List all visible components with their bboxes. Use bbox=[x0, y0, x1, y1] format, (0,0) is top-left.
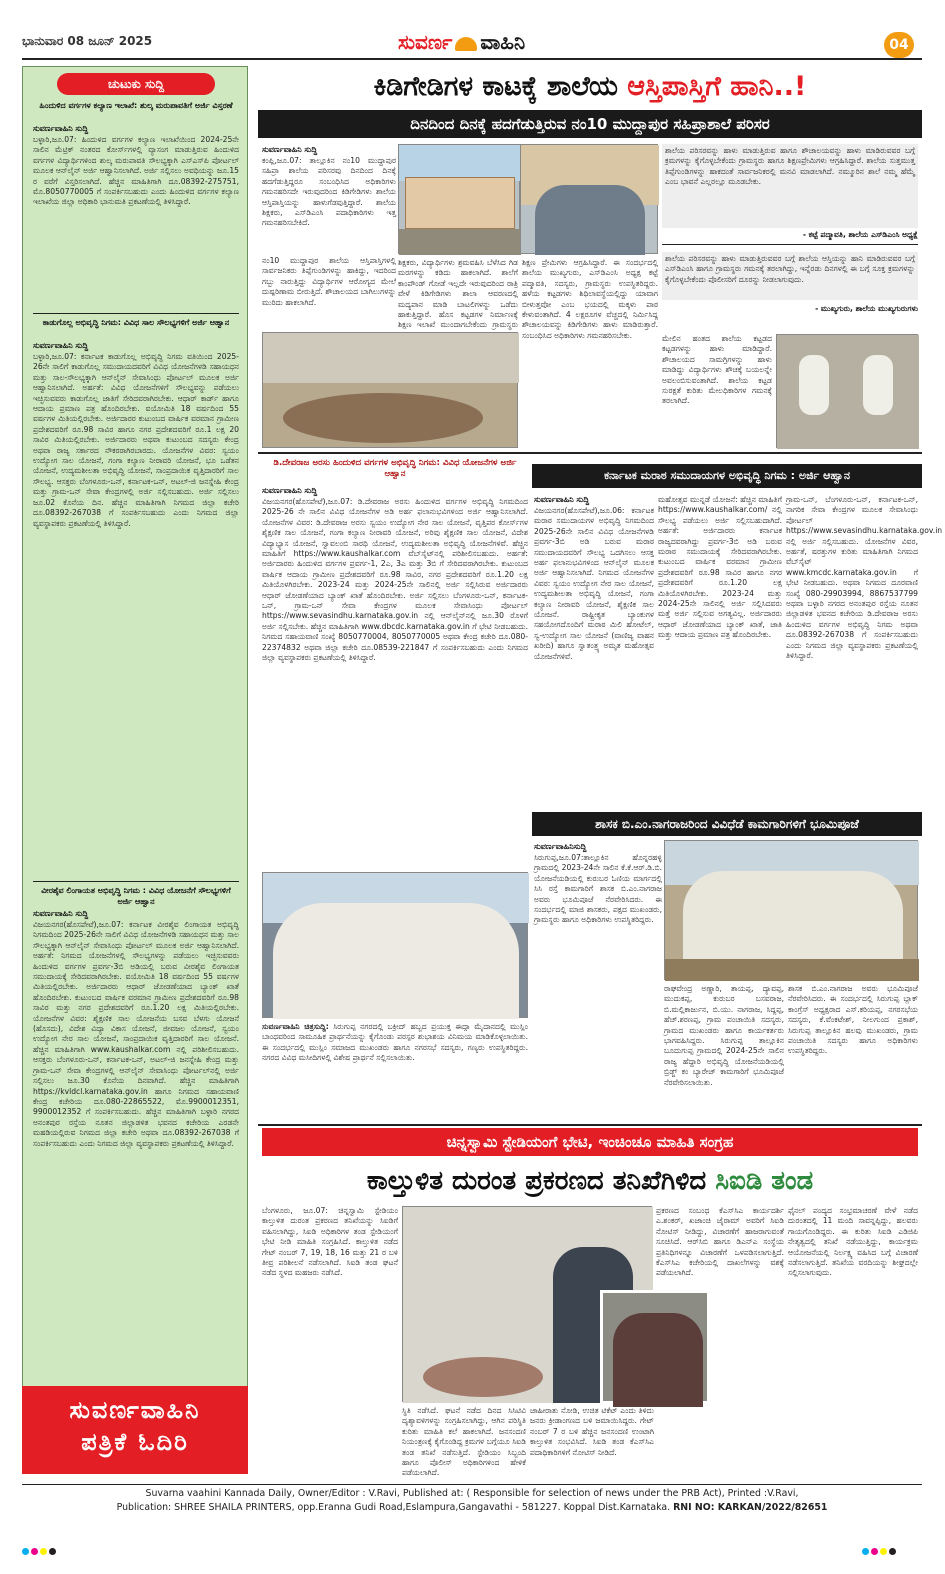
sidebar-headline-2: ಕಾಡುಗೊಲ್ಲ ಅಭಿವೃದ್ಧಿ ನಿಗಮ: ವಿವಿಧ ಸಾಲ ಸೌಲಭ್ಯಗಳಿಗೆ ಅರ್ಜಿ ಆಹ್ವಾನ bbox=[42, 318, 230, 327]
sidebar-body-1: ಬಳ್ಳಾರಿ,ಜೂ.07: ಹಿಂದುಳಿದ ವರ್ಗಗಳ ಕಲ್ಯಾಣ ಇಲಾಖೆಯಿಂದ 2024-25ನೇ ಸಾಲಿನ ಮೆಟ್ರಿಕ್ ನಂತರದ ಕೋರ್ಸ್‌ಗಳಲ್ಲಿ ವ್ಯಾಸಂಗ ಮಾಡುತ್ತಿರುವ ಹಿಂದುಳಿದ ವರ್ಗಗಳ ವಿದ್ಯಾರ್ಥಿಗಳಿಂದ ಶುಲ್ಕ ಮರುಪಾವತಿ ಸೌಲಭ್ಯಕ್ಕಾಗಿ ಎಸ್‌ಎಸ್‌ಪಿ ಪೋರ್ಟಲ್ ಮೂಲಕ ಆನ್‌ಲೈನ್ ಅರ್ಜಿ ಆಹ್ವಾನಿಸಲಾಗಿದೆ. ಅರ್ಜಿ ಸಲ್ಲಿಸಲು ಅವಧಿಯನ್ನು ಜೂ.15 ರ ವರೆಗೆ ವಿಸ್ತರಿಸಲಾಗಿದೆ. ಹೆಚ್ಚಿನ ಮಾಹಿತಿಗಾಗಿ ದೂ.08392-275751, ಮೊ.8050770005 ಗೆ ಸಂಪರ್ಕಿಸಬಹುದು ಎಂದು ಹಿಂದುಳಿದ ವರ್ಗಗಳ ಕಲ್ಯಾಣ ಇಲಾಖೆಯ ಜಿಲ್ಲಾ ಅಧಿಕಾರಿ ಭಾನುಮತಿ ಪ್ರಕಟಣೆಯಲ್ಲಿ ತಿಳಿಸಿದ್ದಾರೆ. bbox=[33, 135, 239, 207]
stadium-headline-part-1: ಕಾಲ್ತುಳಿತ ದುರಂತ ಪ್ರಕರಣದ ತನಿಖೆಗಿಳಿದ bbox=[366, 1166, 716, 1196]
photo-people bbox=[535, 185, 645, 255]
stadium-col-5: ಫೈನಲ್ ಪಂದ್ಯದ ಸಂಭ್ರಮಾಚರಣೆ ವೇಳೆ ನಡೆದ ದುರಂತದಲ್ಲಿ 11 ಮಂದಿ ಸಾವನ್ನಪ್ಪಿದ್ದು, ಹಲವರು ಗಾಯಗೊಂಡಿದ್ದರು. ಈ ಕುರಿತು ಸಿಐಡಿ ಎಡಿಜಿಪಿ ನೇತೃತ್ವದಲ್ಲಿ ತನಿಖೆ ನಡೆಯುತ್ತಿದ್ದು, ಕಾರ್ಯಕ್ರಮ ಆಯೋಜನೆಯಲ್ಲಿ ನಿರ್ಲಕ್ಷ್ಯ ವಹಿಸಿದ ಬಗ್ಗೆ ವಿಚಾರಣೆ ನಡೆಸಲಾಗುತ್ತಿದೆ. ತನಿಖೆಯ ವರದಿಯನ್ನು ಶೀಘ್ರದಲ್ಲೇ ಸಲ್ಲಿಸಲಾಗುವುದು. bbox=[788, 1206, 918, 1278]
sidebar-body-2: ಬಳ್ಳಾರಿ,ಜೂ.07: ಕರ್ನಾಟಕ ಕಾಡುಗೊಲ್ಲ ಅಭಿವೃದ್ಧಿ ನಿಗಮ ವತಿಯಿಂದ 2025-26ನೇ ಸಾಲಿಗೆ ಕಾಡುಗೊಲ್ಲ ಸಮುದಾಯದವರಿಗೆ ವಿವಿಧ ಯೋಜನೆಗಳಡಿ ಸಹಾಯಧನ ಮತ್ತು ಸಾಲ-ಸೌಲಭ್ಯಕ್ಕಾಗಿ ಆನ್‌ಲೈನ್ ಸೇವಾಸಿಂಧು ಪೋರ್ಟಲ್ ಮೂಲಕ ಅರ್ಜಿ ಆಹ್ವಾನಿಸಲಾಗಿದೆ. ಅರ್ಹತೆ: ವಿವಿಧ ಯೋಜನೆಗಳಿಗೆ ಸೌಲಭ್ಯವನ್ನು ಪಡೆಯಲು ಇಚ್ಛಿಸುವವರು ಕಾಡುಗೊಲ್ಲ ಜಾತಿಗೆ ಸೇರಿದವರಾಗಿರಬೇಕು. ಆಧಾರ್ ಕಾರ್ಡ್ ಹಾಗೂ ಆದಾಯ ಪ್ರಮಾಣ ಪತ್ರ ಹೊಂದಿರಬೇಕು. ವಯೋಮಿತಿ 18 ವರ್ಷದಿಂದ 55 ವರ್ಷಗಳ ಮಿತಿಯಲ್ಲಿರಬೇಕು. ಅರ್ಜಿದಾರರ ಕುಟುಂಬದ ವಾರ್ಷಿಕ ವರಮಾನ ಗ್ರಾಮೀಣ ಪ್ರದೇಶದವರಿಗೆ ರೂ.98 ಸಾವಿರ ಹಾಗೂ ನಗರ ಪ್ರದೇಶದವರಿಗೆ ರೂ.1 ಲಕ್ಷ 20 ಸಾವಿರ ಮಿತಿಯಲ್ಲಿರಬೇಕು. ಅರ್ಜಿದಾರರು ಅಥವಾ ಕುಟುಂಬದ ಸದಸ್ಯರು ಕೇಂದ್ರ ಅಥವಾ ರಾಜ್ಯ ಸರ್ಕಾರದ ನೌಕರರಾಗಿರಬಾರದು. ಯೋಜನೆಗಳ ವಿವರ: ಸ್ವಯಂ ಉದ್ಯೋಗ ಸಾಲ ಯೋಜನೆ, ಗಂಗಾ ಕಲ್ಯಾಣ ನೀರಾವರಿ ಯೋಜನೆ, ಭೂ ಒಡೆತನ ಯೋಜನೆ, ಉದ್ಯಮಶೀಲತಾ ಅಭಿವೃದ್ಧಿ ಯೋಜನೆ, ಸಾಂಪ್ರದಾಯಿಕ ವೃತ್ತಿದಾರರಿಗೆ ಸಾಲ ಸೌಲಭ್ಯ. ಆಸಕ್ತರು ಬೆಂಗಳೂರು-ಒನ್, ಕರ್ನಾಟಕ-ಒನ್, ಅಟಲ್-ಜಿ ಜನಸ್ನೇಹಿ ಕೇಂದ್ರ ಮತ್ತು ಗ್ರಾಮ-ಒನ್ ಸೇವಾ ಕೇಂದ್ರಗಳಲ್ಲಿ ಅರ್ಜಿ ಸಲ್ಲಿಸಬಹುದು. ಅರ್ಜಿ ಸಲ್ಲಿಸಲು ಜೂ.02 ಕೊನೆಯ ದಿನ. ಹೆಚ್ಚಿನ ಮಾಹಿತಿಗಾಗಿ ನಿಗಮದ ಜಿಲ್ಲಾ ಕಚೇರಿ ದೂ.08392-267038 ಗೆ ಸಂಪರ್ಕಿಸಬಹುದು ಎಂದು ನಿಗಮದ ಜಿಲ್ಲಾ ವ್ಯವಸ್ಥಾಪಕರು ಪ್ರಕಟಣೆಯಲ್ಲಿ ತಿಳಿಸಿದ್ದಾರೆ. bbox=[33, 352, 239, 528]
photo-people bbox=[273, 903, 519, 1019]
divider bbox=[33, 313, 239, 314]
photo-wall bbox=[263, 333, 519, 383]
black-dot bbox=[889, 1548, 896, 1555]
toilet-photo bbox=[776, 334, 918, 448]
magenta-dot bbox=[871, 1548, 878, 1555]
masthead-logo bbox=[398, 30, 525, 54]
quote-2-author: - ಮುಖ್ಯಗುರು, ಶಾಲೆಯ ಮುಖ್ಯಗುರುಗಳು bbox=[815, 304, 918, 313]
lead-headline bbox=[258, 66, 922, 108]
sidebar-headline-3: ವೀರಶೈವ ಲಿಂಗಾಯತ ಅಭಿವೃದ್ಧಿ ನಿಗಮ : ವಿವಿಧ ಯೋಜನೆಗೆ ಸೌಲಭ್ಯಗಳಿಗೆ ಅರ್ಜಿ ಆಹ್ವಾನ bbox=[41, 886, 231, 906]
bhoomi-headline: ಶಾಸಕ ಬಿ.ಎಂ.ನಾಗರಾಜರಿಂದ ವಿವಿಧೆಡೆ ಕಾಮಗಾರಿಗಳಿಗೆ ಭೂಮಿಪೂಜೆ bbox=[532, 812, 922, 836]
photo-sky bbox=[399, 145, 521, 181]
divider bbox=[258, 1124, 922, 1126]
lead-headline-part-2: ಆಸ್ತಿಪಾಸ್ತಿಗೆ ಹಾನಿ..! bbox=[627, 71, 807, 102]
stadium-kicker: ಚಿನ್ನಸ್ವಾಮಿ ಸ್ಟೇಡಿಯಂಗೆ ಭೇಟಿ, ಇಂಚಿಂಚೂ ಮಾಹಿತಿ ಸಂಗ್ರಹ bbox=[262, 1128, 918, 1156]
devaraj-credit: ಸುವರ್ಣವಾಹಿನಿ ಸುದ್ದಿ bbox=[262, 486, 318, 495]
sidebar-credit-2: ಸುವರ್ಣವಾಹಿನಿ ಸುದ್ದಿ bbox=[33, 341, 89, 350]
maratha-headline: ಕರ್ನಾಟಕ ಮರಾಠ ಸಮುದಾಯಗಳ ಅಭಿವೃದ್ಧಿ ನಿಗಮ : ಅರ್ಜಿ ಆಹ್ವಾನ bbox=[532, 464, 922, 488]
people-photo bbox=[520, 144, 658, 254]
lead-headline-part-1: ಕಿಡಿಗೇಡಿಗಳ ಕಾಟಕ್ಕೆ ಶಾಲೆಯ bbox=[373, 71, 628, 102]
photo-debris bbox=[283, 393, 483, 443]
imprint-line-1: Suvarna vaahini Kannada Daily, Owner/Editor : V.Ravi, Published at: ( Responsible for selection of news under the PRB Act), Printed :V.Ravi, bbox=[145, 1488, 799, 1499]
lead-col-1b: ನಂ10 ಮುದ್ದಾಪುರ ಶಾಲೆಯ ಆಸ್ತಿಪಾಸ್ತಿಗಳಲ್ಲಿ ಸಾರ್ವಜನಿಕರು ತಿಪ್ಪೆಗುಂಡಿಗಳನ್ನು ಹಾಕಿದ್ದು, ಇದರಿಂದ ಗಬ್ಬು ನಾರುತ್ತಿದ್ದು ವಿದ್ಯಾರ್ಥಿಗಳ ಆರೋಗ್ಯದ ಮೇಲೆ ದುಷ್ಪರಿಣಾಮ ಬೀರುತ್ತಿದೆ. ಶೌಚಾಲಯದ ಬಾಗಿಲುಗಳನ್ನು ಮುರಿದು ಹಾಕಲಾಗಿದೆ. bbox=[262, 256, 396, 307]
lead-subhead: ದಿನದಿಂದ ದಿನಕ್ಕೆ ಹದಗೆಡುತ್ತಿರುವ ನಂ10 ಮುದ್ದಾಪುರ ಸಹಿಪ್ರಾಶಾಲೆ ಪರಿಸರ bbox=[258, 110, 922, 138]
bhoomi-col-1: ಸಿರುಗುಪ್ಪ,ಜೂ.07:ತಾಲ್ಲೂಕಿನ ಹೊನ್ನರಹಳ್ಳಿ ಗ್ರಾಮದಲ್ಲಿ 2023-24ನೇ ಸಾಲಿನ ಕೆ.ಕೆ.ಆರ್.ಡಿ.ಬಿ. ಯೋಜನೆಯಡಿಯಲ್ಲಿ ಕುರುಬರ ಓಣಿಯ ಮಾರ್ಗದಲ್ಲಿ ಸಿಸಿ ರಸ್ತೆ ಕಾಮಗಾರಿಗೆ ಶಾಸಕ ಬಿ.ಎಂ.ನಾಗರಾಜ ಅವರು ಭೂಮಿಪೂಜೆ ನೆರವೇರಿಸಿದರು. ಈ ಸಂದರ್ಭದಲ್ಲಿ ಮಾಜಿ ಶಾಸಕರು, ಪಕ್ಷದ ಮುಖಂಡರು, ಗ್ರಾಮಸ್ಥರು ಹಾಗೂ ಅಧಿಕಾರಿಗಳು ಉಪಸ್ಥಿತರಿದ್ದರು. bbox=[534, 853, 662, 925]
stadium-col-1: ಬೆಂಗಳೂರು, ಜೂ.07: ಚಿನ್ನಸ್ವಾಮಿ ಸ್ಟೇಡಿಯಂ ಕಾಲ್ತುಳಿತ ದುರಂತ ಪ್ರಕರಣದ ತನಿಖೆಯನ್ನು ಸಿಐಡಿಗೆ ವಹಿಸಲಾಗಿದ್ದು, ಸಿಐಡಿ ಅಧಿಕಾರಿಗಳ ತಂಡ ಸ್ಟೇಡಿಯಂಗೆ ಭೇಟಿ ನೀಡಿ ಮಾಹಿತಿ ಸಂಗ್ರಹಿಸಿದೆ. ಕಾಲ್ತುಳಿತ ನಡೆದ ಗೇಟ್ ನಂಬರ್ 7, 19, 18, 16 ಮತ್ತು 21 ರ ಬಳಿ ತೀವ್ರ ಪರಿಶೀಲನೆ ನಡೆಸಲಾಗಿದೆ. ಸಿಐಡಿ ತಂಡ ಘಟನೆ ನಡೆದ ಸ್ಥಳದ ಮಹಜರು ನಡೆಸಿದೆ. bbox=[262, 1206, 398, 1278]
school-building-photo bbox=[398, 144, 520, 254]
eid-caption bbox=[262, 1022, 528, 1120]
photo-building bbox=[405, 177, 515, 229]
lead-col-4: ಮೇಲಿನ ಹಂತದ ಶಾಲೆಯ ಕಟ್ಟಡದ ಕಟ್ಟಡಗಳನ್ನು ಹಾಳು ಮಾಡಿದ್ದಾರೆ. ಶೌಚಾಲಯದ ಸಾಮಗ್ರಿಗಳನ್ನು ಹಾಳು ಮಾಡಿದ್ದು ವಿದ್ಯಾರ್ಥಿಗಳು ಶೌಚಕ್ಕೆ ಬಯಲನ್ನೇ ಅವಲಂಬಿಸುವಂತಾಗಿದೆ. ಶಾಲೆಯ ಕಟ್ಟಡ ಸುರಕ್ಷತೆ ಕುರಿತು ಮೇಲಧಿಕಾರಿಗಳ ಗಮನಕ್ಕೆ ತರಲಾಗಿದೆ. bbox=[662, 334, 772, 406]
lead-col-3: ಶಿಕ್ಷಣ ಪ್ರೇಮಿಗಳು ಆಗ್ರಹಿಸಿದ್ದಾರೆ. ಈ ಸಂದರ್ಭದಲ್ಲಿ ಶಾಲೆಯ ಮುಖ್ಯಗುರು, ಎಸ್‌ಡಿಎಂಸಿ ಅಧ್ಯಕ್ಷ ಕಟ್ಟೆ ಪದ್ಮಾವತಿ, ಸದಸ್ಯರು, ಗ್ರಾಮಸ್ಥರು ಉಪಸ್ಥಿತರಿದ್ದರು. ಹಳೆಯ ಕಟ್ಟಡಗಳು ಶಿಥಿಲಾವಸ್ಥೆಯಲ್ಲಿದ್ದು ಯಾವಾಗ ಬೀಳುತ್ತವೋ ಎಂಬ ಭಯದಲ್ಲಿ ಮಕ್ಕಳು ಪಾಠ ಕೇಳುವಂತಾಗಿದೆ. 4 ಲಕ್ಷರೂಗಳ ವೆಚ್ಚದಲ್ಲಿ ನಿರ್ಮಿಸಿದ್ದ ಶೌಚಾಲಯವನ್ನು ಕಿಡಿಗೇಡಿಗಳು ಹಾಳು ಮಾಡಿರುತ್ತಾರೆ. ಸಂಬಂಧಿಸಿದ ಅಧಿಕಾರಿಗಳು ಗಮನಹರಿಸಬೇಕು. bbox=[522, 258, 658, 340]
bhoomi-pooja-photo bbox=[664, 840, 918, 980]
logo-sun-icon bbox=[455, 37, 477, 51]
maratha-credit: ಸುವರ್ಣವಾಹಿನಿ ಸುದ್ದಿ bbox=[534, 495, 590, 504]
sidebar bbox=[22, 66, 248, 1450]
garbage-photo bbox=[262, 332, 518, 448]
eid-prayer-photo bbox=[262, 872, 528, 1018]
quote-2: ಶಾಲೆಯ ಪರಿಸರವನ್ನು ಹಾಳು ಮಾಡುತ್ತಿರುವವರ ಬಗ್ಗೆ ಶಾಲೆಯ ಆಸ್ತಿಯನ್ನು ಹಾನಿ ಮಾಡಿರುವವರ ಬಗ್ಗೆ ಎಸ್‌ಡಿಎಂಸಿ ಹಾಗೂ ಗ್ರಾಮಸ್ಥರು ಗಮನಕ್ಕೆ ತರಲಾಗಿದ್ದು, ಇನ್ನೆರಡು ದಿನಗಳಲ್ಲಿ ಈ ಬಗ್ಗೆ ಸೂಕ್ತ ಕ್ರಮಗಳನ್ನು ಕೈಗೊಳ್ಳಬೇಕೆಂದು ಪೊಲೀಸರಿಗೆ ದೂರನ್ನು ನೀಡಲಾಗುವುದು. bbox=[662, 252, 918, 300]
photo-debris bbox=[423, 1357, 543, 1397]
devaraj-body: ವಿಜಯನಗರ(ಹೊಸಪೇಟೆ),ಜೂ.07: ಡಿ.ದೇವರಾಜ ಅರಸು ಹಿಂದುಳಿದ ವರ್ಗಗಳ ಅಭಿವೃದ್ಧಿ ನಿಗಮದಿಂದ 2025-26 ನೇ ಸಾಲಿನ ವಿವಿಧ ಯೋಜನೆಗಳ ಅಡಿ ಅರ್ಹ ಫಲಾನುಭವಿಗಳಿಂದ ಅರ್ಜಿ ಆಹ್ವಾನಿಸಲಾಗಿದೆ. ಯೋಜನೆಗಳ ವಿವರ: ಡಿ.ದೇವರಾಜ ಅರಸು ಸ್ವಯಂ ಉದ್ಯೋಗ ನೇರ ಸಾಲ ಯೋಜನೆ, ವೃತ್ತಿಪರ ಕೋರ್ಸ್‌ಗಳ ಶೈಕ್ಷಣಿಕ ಸಾಲ ಯೋಜನೆ, ಗಂಗಾ ಕಲ್ಯಾಣ ನೀರಾವರಿ ಯೋಜನೆ, ಅರಿವು ಶೈಕ್ಷಣಿಕ ಸಾಲ ಯೋಜನೆ, ವಿದೇಶ ವಿದ್ಯಾಭ್ಯಾಸ ಯೋಜನೆ, ಸ್ವಾವಲಂಬಿ ಸಾರಥಿ ಯೋಜನೆ, ಉದ್ಯಮಶೀಲತಾ ಅಭಿವೃದ್ಧಿ ಯೋಜನೆಗಳಿವೆ. ಹೆಚ್ಚಿನ ಮಾಹಿತಿಗೆ https://www.kaushalkar.com ವೆಬ್‌ಸೈಟ್‌ನಲ್ಲಿ ಪರಿಶೀಲಿಸಬಹುದು. ಅರ್ಹತೆ: ಅರ್ಜಿದಾರರು ಹಿಂದುಳಿದ ವರ್ಗಗಳ ಪ್ರವರ್ಗ-1, 2ಎ, 3ಎ ಮತ್ತು 3ಬಿ ಗೆ ಸೇರಿದವರಾಗಿರಬೇಕು. ಕುಟುಂಬದ ವಾರ್ಷಿಕ ಆದಾಯ ಗ್ರಾಮೀಣ ಪ್ರದೇಶದವರಿಗೆ ರೂ.98 ಸಾವಿರ, ನಗರ ಪ್ರದೇಶದವರಿಗೆ ರೂ.1.20 ಲಕ್ಷ ಮಿತಿಯೊಳಗಿರಬೇಕು. 2023-24 ಮತ್ತು 2024-25ನೇ ಸಾಲಿನಲ್ಲಿ ಅರ್ಜಿ ಸಲ್ಲಿಸಿರುವ ಅರ್ಜಿದಾರರು ಆಧಾರ್ ಜೋಡಣೆಯಾದ ಬ್ಯಾಂಕ್ ಖಾತೆ ಹೊಂದಿರಬೇಕು. ಅರ್ಜಿ ಸಲ್ಲಿಸಲು ಬೆಂಗಳೂರು-ಒನ್, ಕರ್ನಾಟಕ-ಒನ್, ಗ್ರಾಮ-ಒನ್ ಸೇವಾ ಕೇಂದ್ರಗಳ ಮೂಲಕ ಸೇವಾಸಿಂಧು ಪೋರ್ಟಲ್ https://www.sevasindhu.karnataka.gov.in ನಲ್ಲಿ ಆನ್‌ಲೈನ್‌ನಲ್ಲಿ ಜೂ.30 ರೊಳಗೆ ಅರ್ಜಿ ಸಲ್ಲಿಸಬೇಕು. ಹೆಚ್ಚಿನ ಮಾಹಿತಿಗಾಗಿ www.dbcdc.karnataka.gov.in ಗೆ ಭೇಟಿ ನೀಡಬಹುದು. ನಿಗಮದ ಸಹಾಯವಾಣಿ ಸಂಖ್ಯೆ 8050770004, 8050770005 ಅಥವಾ ಕೇಂದ್ರ ಕಚೇರಿ ದೂ.080-22374832 ಅಥವಾ ಜಿಲ್ಲಾ ಕಚೇರಿ ದೂ.08539-221847 ಗೆ ಸಂಪರ್ಕಿಸಬಹುದು ಎಂದು ನಿಗಮದ ಜಿಲ್ಲಾ ವ್ಯವಸ್ಥಾಪಕರು ಪ್ರಕಟಣೆಯಲ್ಲಿ ತಿಳಿಸಿದ್ದಾರೆ. bbox=[262, 497, 528, 663]
registration-marks bbox=[862, 1540, 922, 1552]
masthead-date: ಭಾನುವಾರ 08 ಜೂನ್ 2025 bbox=[22, 34, 153, 48]
photo-ground bbox=[399, 229, 521, 255]
registration-marks bbox=[22, 1540, 922, 1552]
imprint-address: Publication: SHREE SHAILA PRINTERS, opp.Eranna Gudi Road,Eslampura,Gangavathi - 581227. Koppal Dist.Karnataka. bbox=[116, 1502, 671, 1513]
masthead bbox=[0, 0, 945, 58]
masthead-rule bbox=[22, 58, 922, 60]
divider bbox=[33, 881, 239, 882]
divider bbox=[662, 244, 918, 245]
ad-line-1: ಸುವರ್ಣವಾಹಿನಿ bbox=[69, 1396, 201, 1424]
sidebar-credit-3: ಸುವರ್ಣವಾಹಿನಿ ಸುದ್ದಿ bbox=[33, 909, 89, 918]
yellow-dot bbox=[40, 1548, 47, 1555]
lead-col-2: ಶಿಕ್ಷಕರು, ವಿದ್ಯಾರ್ಥಿಗಳು ಶ್ರಮವಹಿಸಿ ಬೆಳೆಸಿದ ಗಿಡ ಮರಗಳನ್ನು ಕಡಿದು ಹಾಕಲಾಗಿದೆ. ಶಾಲೆಗೆ ಕಾಂಪೌಂಡ್ ಗೋಡೆ ಇಲ್ಲದೇ ಇರುವುದರಿಂದ ರಾತ್ರಿ ವೇಳೆ ಕಿಡಿಗೇಡಿಗಳು ಶಾಲಾ ಆವರಣದಲ್ಲಿ ಮದ್ಯಪಾನ ಮಾಡಿ ಬಾಟಲಿಗಳನ್ನು ಒಡೆದು ಹಾಕುತ್ತಿದ್ದಾರೆ. ಹೊಸ ಕಟ್ಟಡಗಳ ನಿರ್ಮಾಣಕ್ಕೆ ಶಿಕ್ಷಣ ಇಲಾಖೆ ಮುಂದಾಗಬೇಕೆಂದು ಗ್ರಾಮಸ್ಥರು bbox=[398, 258, 518, 330]
logo-left: ಸುವರ್ಣ bbox=[398, 30, 453, 54]
eid-caption-text: ಸಿರುಗುಪ್ಪ ನಗರದಲ್ಲಿ ಬಕ್ರೀದ್ ಹಬ್ಬದ ಪ್ರಯುಕ್ತ ಈದ್ಗಾ ಮೈದಾನದಲ್ಲಿ ಮುಸ್ಲಿಂ ಬಾಂಧವರಿಂದ ಸಾಮೂಹಿಕ ಪ್ರಾರ್ಥನೆಯನ್ನು ಕೈಗೊಂಡು ಪರಸ್ಪರ ಶುಭಾಶಯ ವಿನಿಮಯ ಮಾಡಿಕೊಳ್ಳಲಾಯಿತು. ಈ ಸಂದರ್ಭದಲ್ಲಿ ಮುಸ್ಲಿಂ ಸಮಾಜದ ಮುಖಂಡರು ಹಾಗೂ ನಗರಸಭೆ ಸದಸ್ಯರು, ಗಣ್ಯರು ಉಪಸ್ಥಿತರಿದ್ದರು. ನಗರದ ವಿವಿಧ ಮಸೀದಿಗಳಲ್ಲಿ ವಿಶೇಷ ಪ್ರಾರ್ಥನೆ ಸಲ್ಲಿಸಲಾಯಿತು. bbox=[262, 1022, 529, 1063]
stadium-headline-part-2: ಸಿಐಡಿ ತಂಡ bbox=[715, 1166, 814, 1196]
devaraj-headline: ಡಿ.ದೇವರಾಜ ಅರಸು ಹಿಂದುಳಿದ ವರ್ಗಗಳ ಅಭಿವೃದ್ಧಿ ನಿಗಮ: ವಿವಿಧ ಯೋಜನೆಗಳ ಅರ್ಜಿ ಆಹ್ವಾನ bbox=[273, 458, 517, 479]
stadium-col-3: ಜಾಹೀರಾತು ನೋಡಿ, ಉಚಿತ ಟಿಕೆಟ್ ಎಂದು ತಿಳಿದು ಜನರು ಕ್ರೀಡಾಂಗಣದ ಬಳಿ ಜಮಾಯಿಸಿದ್ದರು. ಗೇಟ್ ನಂಬರ್ 7 ರ ಬಳಿ ಹೆಚ್ಚಿನ ಜನಸಂದಣಿ ಉಂಟಾಗಿ ಕಾಲ್ತುಳಿತ ಸಂಭವಿಸಿದೆ. ಸಿಐಡಿ ತಂಡ ಕೆಎಸ್‌ಸಿಎ ಪದಾಧಿಕಾರಿಗಳಿಗೆ ನೋಟಿಸ್ ನೀಡಿದೆ. bbox=[530, 1406, 654, 1457]
cyan-dot bbox=[22, 1548, 29, 1555]
maratha-col-2: ಮಹೋತ್ಸವ ಮುನ್ನಡೆ ಯೋಜನೆ: ಹೆಚ್ಚಿನ ಮಾಹಿತಿಗೆ https://www.kaushalkar.com/ ನಲ್ಲಿ ಸೌಲಭ್ಯ ಪಡೆಯಲು ಅರ್ಜಿ ಸಲ್ಲಿಸಬಹುದಾಗಿದೆ. ಅರ್ಹತೆ: ಅರ್ಜಿದಾರರು ಕರ್ನಾಟಕ ರಾಜ್ಯದವರಾಗಿದ್ದು ಪ್ರವರ್ಗ-3ಬಿ ಅಡಿ ಬರುವ ಮರಾಠ ಸಮುದಾಯಕ್ಕೆ ಸೇರಿದವರಾಗಿರಬೇಕು. ಕುಟುಂಬದ ವಾರ್ಷಿಕ ವರಮಾನ ಗ್ರಾಮೀಣ ಪ್ರದೇಶದವರಿಗೆ ರೂ.98 ಸಾವಿರ ಹಾಗೂ ನಗರ ಪ್ರದೇಶದವರಿಗೆ ರೂ.1.20 ಲಕ್ಷ ಮಿತಿಯೊಳಗಿರಬೇಕು. 2023-24 ಮತ್ತು 2024-25ನೇ ಸಾಲಿನಲ್ಲಿ ಅರ್ಜಿ ಸಲ್ಲಿಸಿದವರು ಮತ್ತೆ ಅರ್ಜಿ ಸಲ್ಲಿಸುವ ಅಗತ್ಯವಿಲ್ಲ. ಅರ್ಜಿದಾರರು ಆಧಾರ್ ಜೋಡಣೆಯಾದ ಬ್ಯಾಂಕ್ ಖಾತೆ, ಜಾತಿ ಮತ್ತು ಆದಾಯ ಪ್ರಮಾಣ ಪತ್ರ ಹೊಂದಿರಬೇಕು. bbox=[658, 495, 782, 640]
stadium-headline bbox=[262, 1160, 918, 1202]
sidebar-badge: ಚುಟುಕು ಸುದ್ದಿ bbox=[57, 73, 215, 95]
maratha-col-3: ಗ್ರಾಮ-ಒನ್, ಬೆಂಗಳೂರು-ಒನ್, ಕರ್ನಾಟಕ-ಒನ್, ನಾಗರಿಕ ಸೇವಾ ಕೇಂದ್ರಗಳ ಮೂಲಕ ಸೇವಾಸಿಂಧು ಪೋರ್ಟಲ್ https://www.sevasindhu.karnataka.gov.in ನಲ್ಲಿ ಅರ್ಜಿ ಸಲ್ಲಿಸಬಹುದು. ಯೋಜನೆಗಳ ವಿವರ, ಅರ್ಹತೆ, ಷರತ್ತುಗಳ ಕುರಿತು ಮಾಹಿತಿಗಾಗಿ ನಿಗಮದ ವೆಬ್‌ಸೈಟ್ www.kmcdc.karnataka.gov.in ಗೆ ಭೇಟಿ ನೀಡಬಹುದು. ಅಥವಾ ನಿಗಮದ ದೂರವಾಣಿ ಸಂಖ್ಯೆ 080-29903994, 8867537799 ಅಥವಾ ಬಳ್ಳಾರಿ ನಗರದ ಅನಂತಪುರ ರಸ್ತೆಯ ನೂತನ ಜಿಲ್ಲಾಡಳಿತ ಭವನದ ಕಚೇರಿಯ ಡಿ.ದೇವರಾಜ ಅರಸು ಹಿಂದುಳಿದ ವರ್ಗಗಳ ಅಭಿವೃದ್ಧಿ ನಿಗಮ ಅಥವಾ ದೂ.08392-267038 ಗೆ ಸಂಪರ್ಕಿಸಬಹುದು ಎಂದು ನಿಗಮದ ಜಿಲ್ಲಾ ವ್ಯವಸ್ಥಾಪಕರು ಪ್ರಕಟಣೆಯಲ್ಲಿ ತಿಳಿಸಿದ್ದಾರೆ. bbox=[786, 495, 943, 661]
yellow-dot bbox=[880, 1548, 887, 1555]
read-paper-ad bbox=[22, 1386, 248, 1474]
sidebar-body-3: ವಿಜಯನಗರ(ಹೊಸಪೇಟೆ),ಜೂ.07: ಕರ್ನಾಟಕ ವೀರಶೈವ ಲಿಂಗಾಯತ ಅಭಿವೃದ್ಧಿ ನಿಗಮದಿಂದ 2025-26ನೇ ಸಾಲಿಗೆ ವಿವಿಧ ಯೋಜನೆಗಳಡಿ ಸಹಾಯಧನ ಮತ್ತು ಸಾಲ ಸೌಲಭ್ಯಕ್ಕಾಗಿ ಆನ್‌ಲೈನ್ ಸೇವಾಸಿಂಧು ಪೋರ್ಟಲ್ ಮೂಲಕ ಅರ್ಜಿ ಆಹ್ವಾನಿಸಲಾಗಿದೆ. ಅರ್ಹತೆ: ನಿಗಮದ ಯೋಜನೆಗಳಲ್ಲಿ ಸೌಲಭ್ಯಗಳನ್ನು ಪಡೆಯಲು ಇಚ್ಛಿಸುವವರು ಹಿಂದುಳಿದ ವರ್ಗಗಳ ಪ್ರವರ್ಗ-3ಬಿ ಅಡಿಯಲ್ಲಿ ಬರುವ ವೀರಶೈವ ಲಿಂಗಾಯತ ಸಮುದಾಯಕ್ಕೆ ಸೇರಿದವರಾಗಿರಬೇಕು. ವಯೋಮಿತಿ 18 ವರ್ಷದಿಂದ 55 ವರ್ಷಗಳ ಮಿತಿಯಲ್ಲಿರಬೇಕು. ಅರ್ಜಿದಾರರು ಆಧಾರ್ ಜೋಡಣೆಯಾದ ಬ್ಯಾಂಕ್ ಖಾತೆ ಹೊಂದಿರಬೇಕು. ಕುಟುಂಬದ ವಾರ್ಷಿಕ ವರಮಾನ ಗ್ರಾಮೀಣ ಪ್ರದೇಶದವರಿಗೆ ರೂ.98 ಸಾವಿರ ಮತ್ತು ನಗರ ಪ್ರದೇಶದವರಿಗೆ ರೂ.1.20 ಲಕ್ಷ ಮಿತಿಯಲ್ಲಿರಬೇಕು. ಯೋಜನೆಗಳ ವಿವರ: ಶೈಕ್ಷಣಿಕ ಸಾಲ ಯೋಜನೆಯ ಬಸವ ಬೆಳಗು ಯೋಜನೆ (ಹೊಸದು), ವಿದೇಶ ವಿದ್ಯಾ ವಿಕಾಸ ಯೋಜನೆ, ಜೀವಜಲ ಯೋಜನೆ, ಸ್ವಯಂ ಉದ್ಯೋಗ ನೇರ ಸಾಲ ಯೋಜನೆ, ಸಾಂಪ್ರದಾಯಿಕ ವೃತ್ತಿದಾರರಿಗೆ ಸಾಲ ಯೋಜನೆ. ಹೆಚ್ಚಿನ ಮಾಹಿತಿಗಾಗಿ www.kaushalkar.com ನಲ್ಲಿ ಪರಿಶೀಲಿಸಬಹುದು. ಆಸಕ್ತರು ಬೆಂಗಳೂರು-ಒನ್, ಕರ್ನಾಟಕ-ಒನ್, ಅಟಲ್-ಜಿ ಜನಸ್ನೇಹಿ ಕೇಂದ್ರ ಮತ್ತು ಗ್ರಾಮ-ಒನ್ ಸೇವಾ ಕೇಂದ್ರಗಳಲ್ಲಿ ಆನ್‌ಲೈನ್ ಸೇವಾಸಿಂಧು ಪೋರ್ಟಲ್‌ನಲ್ಲಿ ಅರ್ಜಿ ಸಲ್ಲಿಸಲು ಜೂ.30 ಕೊನೆಯ ದಿನವಾಗಿದೆ. ಹೆಚ್ಚಿನ ಮಾಹಿತಿಗಾಗಿ https://kvldcl.karnataka.gov.in ಹಾಗೂ ನಿಗಮದ ಸಹಾಯವಾಣಿ ಕೇಂದ್ರ ಕಚೇರಿಯ ದೂ.080-22865522, ಮೊ.9900012351, 9900012352 ಗೆ ಸಂಪರ್ಕಿಸಬಹುದು. ಹೆಚ್ಚಿನ ಮಾಹಿತಿಗಾಗಿ ಬಳ್ಳಾರಿ ನಗರದ ಅನಂತಪುರ ರಸ್ತೆಯ ನೂತನ ಜಿಲ್ಲಾಡಳಿತ ಭವನದ ಕಚೇರಿಯ ಎರಡನೇ ಮಹಡಿಯಲ್ಲಿರುವ ನಿಗಮದ ಜಿಲ್ಲಾ ಕಚೇರಿ ಅಥವಾ ದೂ.08392-267038 ಗೆ ಸಂಪರ್ಕಿಸಬಹುದು ಎಂದು ನಿಗಮದ ಜಿಲ್ಲಾ ವ್ಯವಸ್ಥಾಪಕರು ಪ್ರಕಟಣೆಯಲ್ಲಿ ತಿಳಿಸಿದ್ದಾರೆ. bbox=[33, 920, 239, 1148]
bhoomi-col-2: ರಾಘವೇಂದ್ರ ಅಣ್ಣಾರಿ, ತಾಯಪ್ಪ, ದ್ಯಾವಪ್ಪ, ಮುದುಕಪ್ಪ, ಕುರುಬರ ಬಸವರಾಜ, ಬಿ.ಮಲ್ಲಿಕಾರ್ಜುನ, ಬಿ.ಯು. ನಾಗರಾಜ, ಸಿದ್ದಪ್ಪ, ಹೆಚ್.ಶರಣಪ್ಪ, ಗ್ರಾಮ ಪಂಚಾಯಿತಿ ಸದಸ್ಯರು, ಗ್ರಾಮದ ಮುಖಂಡರು ಹಾಗೂ ಕಾರ್ಯಕರ್ತರು ಭಾಗವಹಿಸಿದ್ದರು. ಸಿರುಗುಪ್ಪ ತಾಲ್ಲೂಕಿನ ಬೂದುಗುಪ್ಪ ಗ್ರಾಮದಲ್ಲಿ 2024-25ನೇ ಸಾಲಿನ ರಾಜ್ಯ ಹೆದ್ದಾರಿ ಅಭಿವೃದ್ಧಿ ಯೋಜನೆಯಡಿಯಲ್ಲಿ ಬ್ರಿಡ್ಜ್ ಕಂ ಬ್ಯಾರೇಜ್ ಕಾಮಗಾರಿಗೆ ಭೂಮಿಪೂಜೆ ನೆರವೇರಿಸಲಾಯಿತು. bbox=[664, 984, 784, 1087]
sidebar-headline-1: ಹಿಂದುಳಿದ ವರ್ಗಗಳ ಕಲ್ಯಾಣ ಇಲಾಖೆ: ಶುಲ್ಕ ಮರುಪಾವತಿಗೆ ಅರ್ಜಿ ವಿಸ್ತರಣೆ bbox=[39, 101, 233, 110]
bhoomi-credit: ಸುವರ್ಣವಾಹಿನಿಸುದ್ದಿ bbox=[534, 842, 587, 851]
divider bbox=[258, 452, 922, 454]
stadium-col-4: ಪ್ರಕರಣದ ಸಂಬಂಧ ಕೆಎಸ್‌ಸಿಎ ಕಾರ್ಯದರ್ಶಿ ಎ.ಶಂಕರ್, ಖಜಾಂಚಿ ಜೈರಾಮ್ ಅವರಿಗೆ ಸಿಐಡಿ ನೋಟಿಸ್ ನೀಡಿದ್ದು, ವಿಚಾರಣೆಗೆ ಹಾಜರಾಗುವಂತೆ ಸೂಚಿಸಿದೆ. ಆರ್‌ಸಿಬಿ ಹಾಗೂ ಡಿಎನ್‌ಎ ಸಂಸ್ಥೆಯ ಪ್ರತಿನಿಧಿಗಳನ್ನೂ ವಿಚಾರಣೆಗೆ ಒಳಪಡಿಸಲಾಗುತ್ತಿದೆ. ಕೆಎಸ್‌ಸಿಎ ಕಚೇರಿಯಲ್ಲಿ ದಾಖಲೆಗಳನ್ನು ವಶಕ್ಕೆ ಪಡೆಯಲಾಗಿದೆ. bbox=[656, 1206, 784, 1278]
quote-1: ಶಾಲೆಯ ಪರಿಸರವನ್ನು ಹಾಳು ಮಾಡುತ್ತಿರುವ ಹಾಗೂ ಶೌಚಾಲಯವನ್ನು ಹಾಳು ಮಾಡಿರುವವರ ಬಗ್ಗೆ ಕ್ರಮಗಳನ್ನು ಕೈಗೊಳ್ಳಬೇಕೆಂದು ಗ್ರಾಮಸ್ಥರು ಹಾಗೂ ಶಿಕ್ಷಣಪ್ರೇಮಿಗಳು ಆಗ್ರಹಿಸಿದ್ದಾರೆ. ಶಾಲೆಯ ಸುತ್ತಮುತ್ತ ತಿಪ್ಪೆಗುಂಡಿಗಳನ್ನು ಹಾಕದಂತೆ ಸಾರ್ವಜನಿಕರಲ್ಲಿ ಮನವಿ ಮಾಡಲಾಗಿದೆ. ನಮ್ಮೂರಿನ ಶಾಲೆ ನಮ್ಮ ಹೆಮ್ಮೆ ಎಂಬ ಭಾವನೆ ಎಲ್ಲರಲ್ಲೂ ಮೂಡಬೇಕು. bbox=[662, 144, 918, 228]
photo-ground bbox=[665, 959, 919, 981]
maratha-col-1: ವಿಜಯನಗರ(ಹೊಸಪೇಟೆ),ಜೂ.06: ಕರ್ನಾಟಕ ಮರಾಠ ಸಮುದಾಯಗಳ ಅಭಿವೃದ್ಧಿ ನಿಗಮದಿಂದ 2025-26ನೇ ಸಾಲಿನ ವಿವಿಧ ಯೋಜನೆಗಳಡಿ ಪ್ರವರ್ಗ-3ಬಿ ಅಡಿ ಬರುವ ಮರಾಠ ಸಮುದಾಯದವರಿಗೆ ಸೌಲಭ್ಯ ಒದಗಿಸಲು ಆಸಕ್ತ ಅರ್ಹ ಫಲಾನುಭವಿಗಳಿಂದ ಆನ್‌ಲೈನ್ ಮೂಲಕ ಅರ್ಜಿ ಆಹ್ವಾನಿಸಲಾಗಿದೆ. ನಿಗಮದ ಯೋಜನೆಗಳ ವಿವರ: ಸ್ವಯಂ ಉದ್ಯೋಗ ನೇರ ಸಾಲ ಯೋಜನೆ, ಉದ್ಯಮಶೀಲತಾ ಅಭಿವೃದ್ಧಿ ಯೋಜನೆ, ಗಂಗಾ ಕಲ್ಯಾಣ ನೀರಾವರಿ ಯೋಜನೆ, ಶೈಕ್ಷಣಿಕ ಸಾಲ ಯೋಜನೆ. ರಾಷ್ಟ್ರೀಕೃತ ಬ್ಯಾಂಕುಗಳ ಸಹಯೋಗದೊಂದಿಗೆ ಮರಾಠ ಮಿಲಿ ಹೋಟೆಲ್, ಸ್ವ-ಉದ್ಯೋಗ ಸಾಲ ಯೋಜನೆ (ವಾಣಿಜ್ಯ ವಾಹನ ಖರೀದಿ) ಹಾಗೂ ಸ್ವಾತಂತ್ರ್ಯ ಅಮೃತ ಮಹೋತ್ಸವ ಯೋಜನೆಗಳಿವೆ. bbox=[534, 506, 654, 661]
lead-credit: ಸುವರ್ಣವಾಹಿನಿ ಸುದ್ದಿ bbox=[262, 145, 318, 154]
sidebar-credit-1: ಸುವರ್ಣವಾಹಿನಿ ಸುದ್ದಿ bbox=[33, 124, 89, 133]
page-number: 04 bbox=[884, 32, 914, 58]
cyan-dot bbox=[862, 1548, 869, 1555]
lead-col-1: ಕಂಪ್ಲಿ,ಜೂ.07: ತಾಲ್ಲೂಕಿನ ನಂ10 ಮುದ್ದಾಪುರ ಸಹಿಪ್ರಾ ಶಾಲೆಯ ಪರಿಸರವು ದಿನದಿಂದ ದಿನಕ್ಕೆ ಹದಗೆಡುತ್ತಿದ್ದರೂ ಸಂಬಂಧಿಸಿದ ಅಧಿಕಾರಿಗಳು ಗಮನಹರಿಸದೇ ಇರುವುದರಿಂದ ಕಿಡಿಗೇಡಿಗಳು ಶಾಲೆಯ ಆಸ್ತಿಪಾಸ್ತಿಯನ್ನು ಹಾಳುಗೆಡವುತ್ತಿದ್ದಾರೆ. ಶಾಲೆಯ ಶಿಕ್ಷಕರು, ಎಸ್‌ಡಿಎಂಸಿ ಪದಾಧಿಕಾರಿಗಳು ಇತ್ತ ಗಮನಹರಿಸಬೇಕಿದೆ. bbox=[262, 156, 396, 228]
photo-fixture bbox=[863, 355, 893, 415]
imprint-line-2 bbox=[22, 1502, 922, 1513]
ad-line-2: ಪತ್ರಿಕೆ ಓದಿರಿ bbox=[81, 1428, 189, 1456]
rni-number: RNI NO: KARKAN/2022/82651 bbox=[673, 1502, 828, 1513]
footer-rule bbox=[22, 1484, 922, 1485]
eid-caption-lead: ಸುವರ್ಣವಾಹಿನಿ ಚಿತ್ರಸುದ್ದಿ: bbox=[262, 1022, 329, 1031]
logo-right: ವಾಹಿನಿ bbox=[480, 30, 526, 54]
quote-1-author: - ಕಟ್ಟೆ ಪದ್ಮಾವತಿ, ಶಾಲೆಯ ಎಸ್‌ಡಿಎಂಸಿ ಅಧ್ಯಕ್ಷೆ bbox=[802, 230, 918, 239]
black-dot bbox=[49, 1548, 56, 1555]
stadium-col-2: ಸ್ಥಿತಿ ನಡೆಸಿದೆ. ಘಟನೆ ನಡೆದ ದಿನದ ಸಿಸಿಟಿವಿ ದೃಶ್ಯಾವಳಿಗಳನ್ನು ಸಂಗ್ರಹಿಸಲಾಗಿದ್ದು, ಆಗಿನ ಪರಿಸ್ಥಿತಿ ಕುರಿತು ಮಾಹಿತಿ ಕಲೆ ಹಾಕಲಾಗಿದೆ. ಜನಸಂದಣಿ ನಿಯಂತ್ರಣಕ್ಕೆ ಕೈಗೊಂಡಿದ್ದ ಕ್ರಮಗಳ ಬಗ್ಗೆಯೂ ಸಿಐಡಿ ತಂಡ ತನಿಖೆ ನಡೆಸುತ್ತಿದೆ. ಸ್ಟೇಡಿಯಂ ಸಿಬ್ಬಂದಿ ಹಾಗೂ ಪೊಲೀಸ್ ಅಧಿಕಾರಿಗಳಿಂದ ಹೇಳಿಕೆ ಪಡೆಯಲಾಗಿದೆ. bbox=[402, 1406, 526, 1478]
magenta-dot bbox=[31, 1548, 38, 1555]
photo-fixture bbox=[799, 355, 829, 415]
bhoomi-col-3: ಶಾಸಕ ಬಿ.ಎಂ.ನಾಗರಾಜ ಅವರು ಭೂಮಿಪೂಜೆ ನೆರವೇರಿಸಿದರು. ಈ ಸಂದರ್ಭದಲ್ಲಿ ಸಿರುಗುಪ್ಪ ಬ್ಲಾಕ್ ಕಾಂಗ್ರೆಸ್ ಅಧ್ಯಕ್ಷರಾದ ಎಸ್.ಕರಿಯಪ್ಪ, ನಗರಸಭೆಯ ಸದಸ್ಯರು, ಕೆ.ವೆಂಕಟೇಶ್, ನೀಲಗುಂದ ಪ್ರಕಾಶ್, ಸಿರುಗುಪ್ಪ ತಾಲ್ಲೂಕಿನ ಹಲವು ಮುಖಂಡರು, ಗ್ರಾಮ ಪಂಚಾಯಿತಿ ಸದಸ್ಯರು ಹಾಗೂ ಅಧಿಕಾರಿಗಳು ಉಪಸ್ಥಿತರಿದ್ದರು. bbox=[788, 984, 918, 1056]
photo-people bbox=[683, 871, 903, 961]
